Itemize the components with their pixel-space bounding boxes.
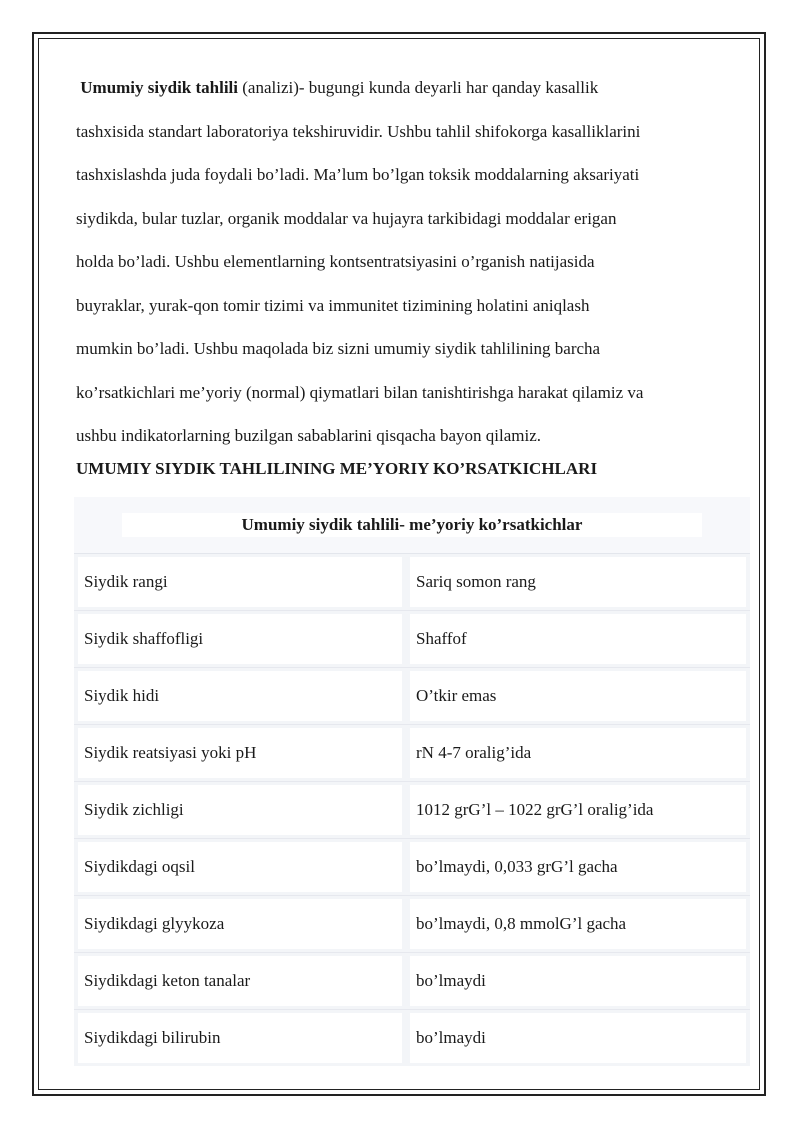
- table-row: [74, 611, 750, 668]
- intro-line: tashxislashda juda foydali bo’ladi. Ma’lum bo’lgan toksik moddalarning aksariyati: [76, 165, 640, 184]
- intro-line: (analizi)- bugungi kunda deyarli har qanday kasallik: [238, 78, 599, 97]
- intro-line: ushbu indikatorlarning buzilgan sabablarini qisqacha bayon qilamiz.: [76, 426, 542, 445]
- value-cell: Sariq somon rang: [410, 557, 746, 607]
- table-row: [74, 953, 750, 1010]
- parameter-cell: Siydikdagi oqsil: [78, 842, 402, 892]
- intro-bold-lead: Umumiy siydik tahlili: [80, 78, 239, 97]
- section-heading: UMUMIY SIYDIK TAHLILINING ME’YORIY KO’RSATKICHLARI: [76, 458, 598, 478]
- value-cell: bo’lmaydi: [410, 956, 746, 1006]
- norms-table: [74, 497, 750, 1066]
- intro-line: tashxisida standart laboratoriya tekshiruvidir. Ushbu tahlil shifokorga kasalliklarini: [76, 121, 641, 141]
- value-cell: bo’lmaydi, 0,033 grG’l gacha: [410, 842, 746, 892]
- parameter-cell: Siydik zichligi: [78, 785, 402, 835]
- parameter-cell: Siydik reatsiyasi yoki pH: [78, 728, 402, 778]
- table-row: [74, 668, 750, 725]
- intro-line: ko’rsatkichlari me’yoriy (normal) qiymatlari bilan tanishtirishga harakat qilamiz va: [76, 382, 644, 402]
- value-cell: bo’lmaydi: [410, 1013, 746, 1063]
- parameter-cell: Siydikdagi keton tanalar: [78, 956, 402, 1006]
- value-cell: Shaffof: [410, 614, 746, 664]
- document-body: [76, 66, 728, 482]
- table-row: [74, 896, 750, 953]
- parameter-cell: Siydikdagi bilirubin: [78, 1013, 402, 1063]
- intro-line: holda bo’ladi. Ushbu elementlarning kontsentratsiyasini o’rganish natijasida: [76, 252, 595, 271]
- value-cell: O’tkir emas: [410, 671, 746, 721]
- intro-line: siydikda, bular tuzlar, organik moddalar va hujayra tarkibidagi moddalar erigan: [76, 208, 617, 228]
- parameter-cell: Siydikdagi glyykoza: [78, 899, 402, 949]
- parameter-cell: Siydik rangi: [78, 557, 402, 607]
- table-title-text: Umumiy siydik tahlili- me’yoriy ko’rsatkichlar: [122, 513, 703, 537]
- table-row: [74, 782, 750, 839]
- intro-paragraph: [76, 66, 728, 458]
- table-row: [74, 554, 750, 611]
- intro-line: mumkin bo’ladi. Ushbu maqolada biz sizni umumiy siydik tahlilining barcha: [76, 339, 601, 358]
- parameter-cell: Siydik hidi: [78, 671, 402, 721]
- value-cell: rN 4-7 oralig’ida: [410, 728, 746, 778]
- table-row: [74, 1010, 750, 1066]
- parameter-cell: Siydik shaffofligi: [78, 614, 402, 664]
- value-cell: 1012 grG’l – 1022 grG’l oralig’ida: [410, 785, 746, 835]
- table-title: [74, 497, 750, 554]
- table-row: [74, 725, 750, 782]
- table-row: [74, 839, 750, 896]
- value-cell: bo’lmaydi, 0,8 mmolG’l gacha: [410, 899, 746, 949]
- intro-line: buyraklar, yurak-qon tomir tizimi va immunitet tizimining holatini aniqlash: [76, 295, 590, 315]
